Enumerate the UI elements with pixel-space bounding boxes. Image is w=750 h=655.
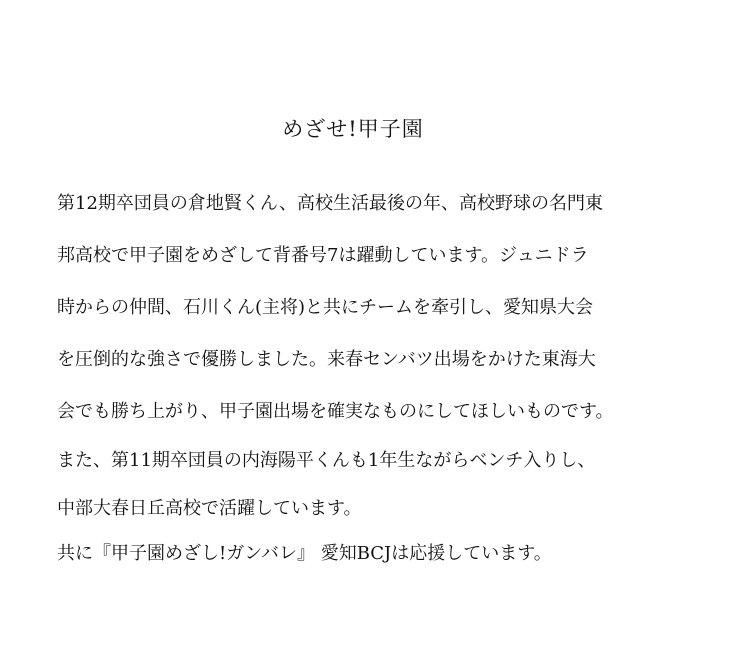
body-line-2: 邦高校で甲子園をめざして背番号7は躍動しています。ジュニドラ: [57, 245, 589, 266]
body-line-6: また、第11期卒団員の内海陽平くんも1年生ながらベンチ入りし、: [57, 450, 596, 471]
body-line-7: 中部大春日丘高校で活躍しています。: [57, 498, 362, 519]
body-line-3: 時からの仲間、石川くん(主将)と共にチームを牽引し、愛知県大会: [57, 297, 594, 318]
body-line-4: を圧倒的な強さで優勝しました。来春センバツ出場をかけた東海大: [57, 349, 596, 370]
body-line-8: 共に『甲子園めざし!ガンバレ』 愛知BCJは応援しています。: [57, 543, 552, 564]
body-line-5: 会でも勝ち上がり、甲子園出場を確実なものにしてほしいものです。: [57, 401, 614, 422]
body-line-1: 第12期卒団員の倉地賢くん、高校生活最後の年、高校野球の名門東: [57, 193, 603, 214]
document-title: めざせ!甲子園: [282, 117, 424, 141]
